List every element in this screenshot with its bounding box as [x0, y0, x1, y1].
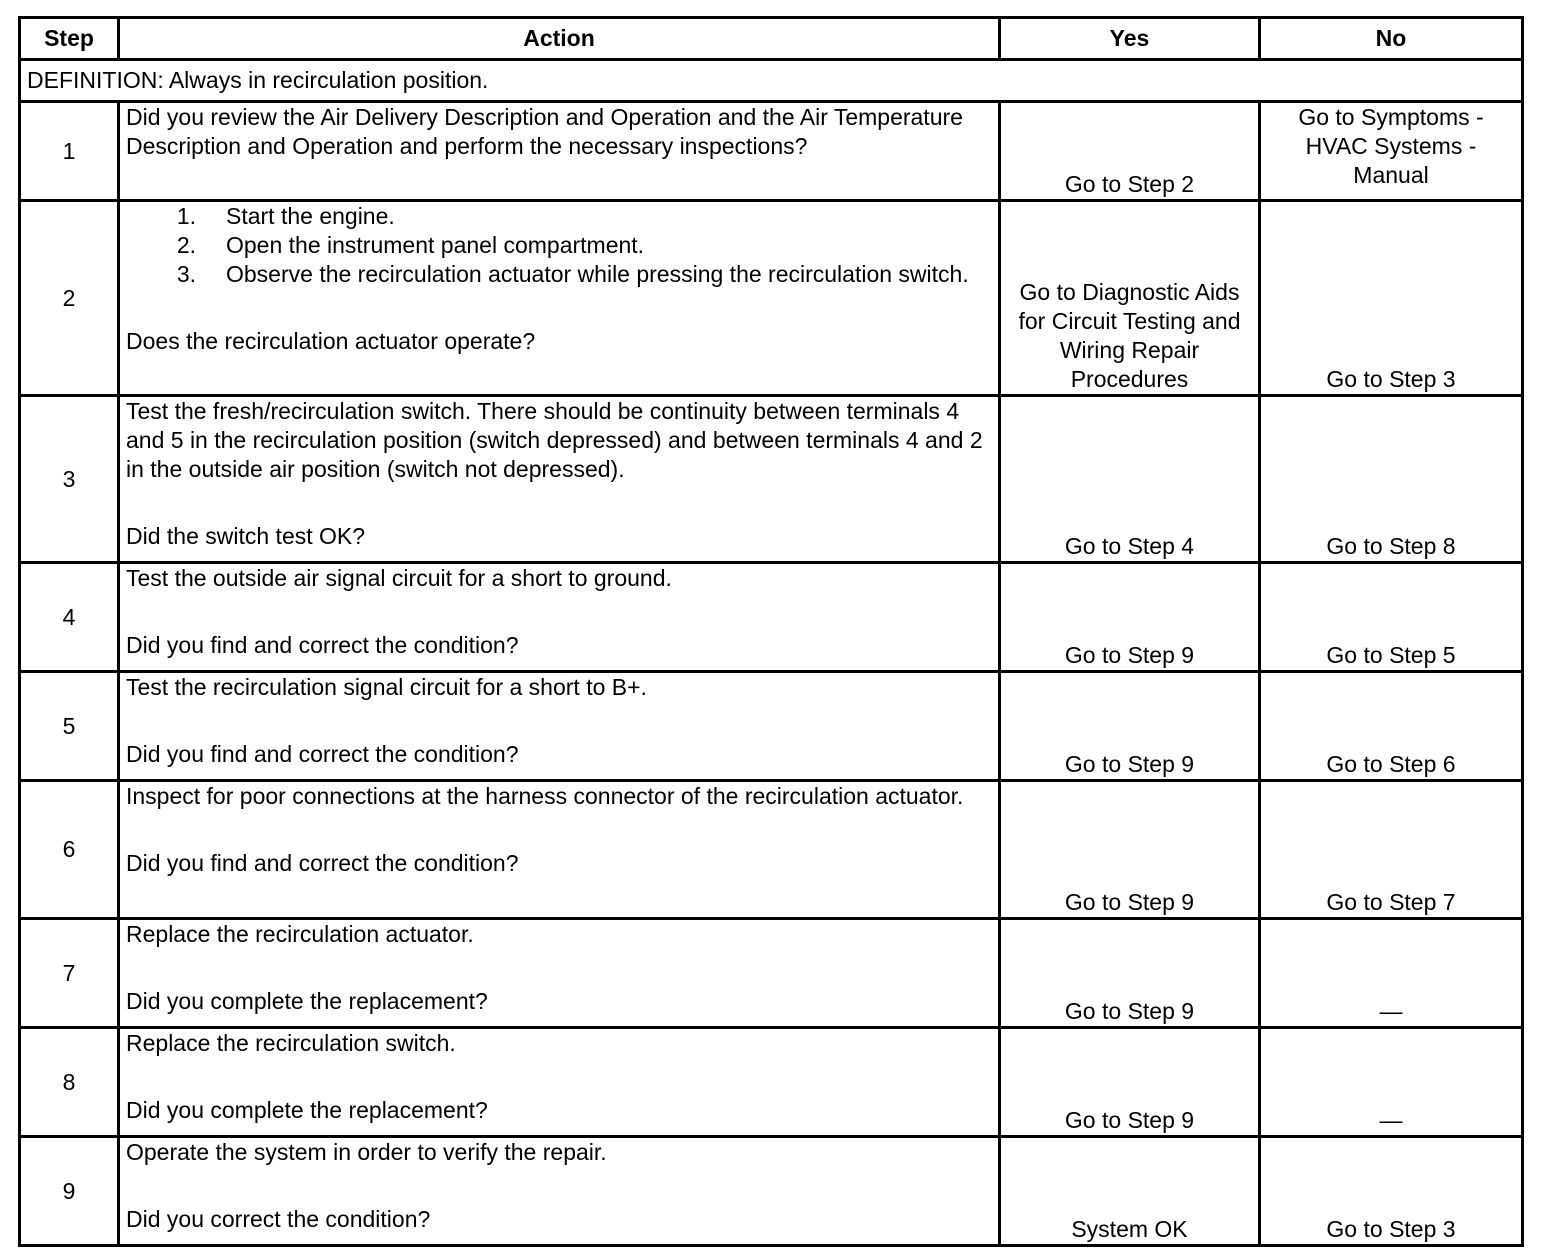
action-text: Operate the system in order to verify the repair.	[126, 1139, 607, 1165]
yes-cell: Go to Step 9	[1000, 1028, 1260, 1137]
substep-list	[126, 202, 992, 289]
substep-text: Observe the recirculation actuator while pressing the recirculation switch.	[226, 261, 969, 287]
step-number: 6	[20, 781, 119, 919]
action-cell	[119, 919, 1000, 1028]
step-number: 9	[20, 1137, 119, 1246]
step-number: 7	[20, 919, 119, 1028]
table-row	[20, 672, 1523, 781]
action-question: Did you correct the condition?	[126, 1206, 431, 1232]
table-row	[20, 919, 1523, 1028]
action-question: Did you complete the replacement?	[126, 988, 488, 1014]
substep	[126, 260, 992, 289]
yes-cell: Go to Step 2	[1000, 102, 1260, 201]
step-number: 5	[20, 672, 119, 781]
substep-text: Start the engine.	[226, 203, 395, 229]
yes-cell: Go to Step 9	[1000, 563, 1260, 672]
table-row	[20, 781, 1523, 919]
no-cell: —	[1260, 1028, 1523, 1137]
diagnostic-table	[18, 16, 1524, 1247]
action-cell	[119, 102, 1000, 201]
substep	[126, 231, 992, 260]
step-number: 3	[20, 396, 119, 563]
action-text: Inspect for poor connections at the harness connector of the recirculation actuator.	[126, 783, 964, 809]
no-cell: Go to Step 7	[1260, 781, 1523, 919]
action-cell	[119, 396, 1000, 563]
step-number: 1	[20, 102, 119, 201]
action-cell	[119, 781, 1000, 919]
action-cell	[119, 1137, 1000, 1246]
substep-number: 3.	[176, 261, 196, 287]
action-question: Did the switch test OK?	[126, 523, 366, 549]
action-question: Did you find and correct the condition?	[126, 741, 519, 767]
action-cell	[119, 672, 1000, 781]
substep-text: Open the instrument panel compartment.	[226, 232, 645, 258]
action-text: Test the outside air signal circuit for a short to ground.	[126, 565, 672, 591]
header-step: Step	[20, 18, 119, 60]
step-number: 2	[20, 201, 119, 396]
definition-text: DEFINITION: Always in recirculation position.	[20, 60, 1523, 102]
action-cell	[119, 1028, 1000, 1137]
yes-cell: Go to Step 9	[1000, 781, 1260, 919]
no-cell: Go to Symptoms - HVAC Systems - Manual	[1260, 102, 1523, 201]
substep	[126, 202, 992, 231]
substep-number: 1.	[176, 203, 196, 229]
action-text: Replace the recirculation switch.	[126, 1030, 456, 1056]
table-row	[20, 1028, 1523, 1137]
no-cell: Go to Step 8	[1260, 396, 1523, 563]
substep-number: 2.	[176, 232, 196, 258]
table-row	[20, 102, 1523, 201]
no-cell: Go to Step 3	[1260, 1137, 1523, 1246]
action-cell	[119, 201, 1000, 396]
no-cell: Go to Step 3	[1260, 201, 1523, 396]
no-cell: Go to Step 5	[1260, 563, 1523, 672]
action-text: Did you review the Air Delivery Description and Operation and the Air Temperature Description and Operation and perform the necessary inspections?	[126, 104, 963, 159]
table-row	[20, 201, 1523, 396]
table-row	[20, 563, 1523, 672]
action-question: Does the recirculation actuator operate?	[126, 328, 536, 354]
action-question: Did you find and correct the condition?	[126, 850, 519, 876]
step-number: 4	[20, 563, 119, 672]
yes-cell: Go to Step 9	[1000, 919, 1260, 1028]
no-cell: —	[1260, 919, 1523, 1028]
action-text: Test the recirculation signal circuit for a short to B+.	[126, 674, 647, 700]
table-row	[20, 1137, 1523, 1246]
action-question: Did you complete the replacement?	[126, 1097, 488, 1123]
header-action: Action	[119, 18, 1000, 60]
definition-row	[20, 60, 1523, 102]
yes-cell: Go to Step 4	[1000, 396, 1260, 563]
action-cell	[119, 563, 1000, 672]
yes-cell: Go to Diagnostic Aids for Circuit Testing and Wiring Repair Procedures	[1000, 201, 1260, 396]
action-text: Replace the recirculation actuator.	[126, 921, 474, 947]
action-text: Test the fresh/recirculation switch. There should be continuity between terminals 4 and 5 in the recirculation position (switch depressed) and between terminals 4 and 2 in the outside air position (switch not depressed).	[126, 398, 983, 482]
header-yes: Yes	[1000, 18, 1260, 60]
table-row	[20, 396, 1523, 563]
action-question: Did you find and correct the condition?	[126, 632, 519, 658]
yes-cell: Go to Step 9	[1000, 672, 1260, 781]
header-row	[20, 18, 1523, 60]
yes-cell: System OK	[1000, 1137, 1260, 1246]
header-no: No	[1260, 18, 1523, 60]
step-number: 8	[20, 1028, 119, 1137]
no-cell: Go to Step 6	[1260, 672, 1523, 781]
